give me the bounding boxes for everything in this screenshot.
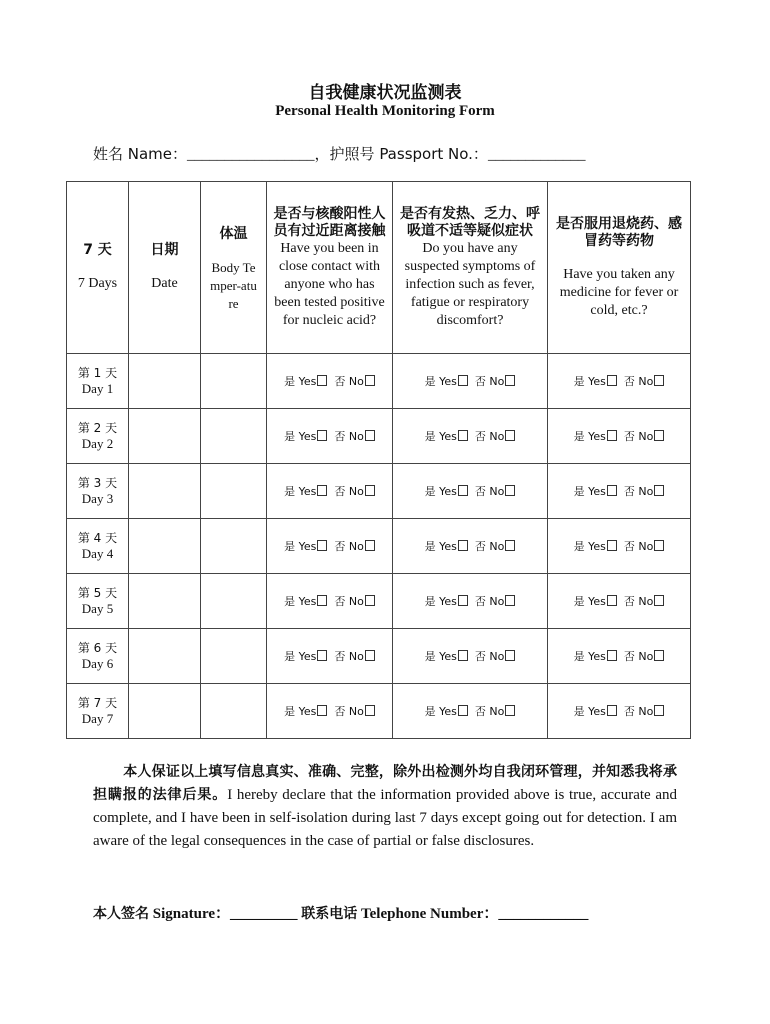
yes-checkbox[interactable]	[317, 650, 327, 661]
yes-option-label: 是 Yes	[573, 705, 606, 718]
yes-checkbox[interactable]	[607, 375, 617, 386]
table-row	[67, 409, 691, 464]
yes-checkbox[interactable]	[458, 430, 468, 441]
yes-option-label: 是 Yes	[573, 540, 606, 553]
no-checkbox[interactable]	[505, 375, 515, 386]
yes-checkbox[interactable]	[317, 485, 327, 496]
answer-close-contact	[267, 574, 393, 629]
yes-checkbox[interactable]	[458, 705, 468, 716]
declaration-en: I hereby declare that the information provided above is true, accurate and complete, and I have been in self-isolation during last 7 days except going out for detection. I am aware of the legal consequences in the case of partial or false disclosures.	[93, 787, 677, 849]
yes-option-label: 是 Yes	[284, 540, 317, 553]
answer-medicine	[548, 354, 691, 409]
table-row	[67, 519, 691, 574]
name-field[interactable]: _________________	[187, 147, 315, 163]
no-checkbox[interactable]	[505, 430, 515, 441]
table-row	[67, 629, 691, 684]
form-title-cn: 自我健康状况监测表	[308, 83, 462, 103]
yes-option-label: 是 Yes	[573, 485, 606, 498]
no-checkbox[interactable]	[505, 485, 515, 496]
yes-option-label: 是 Yes	[284, 595, 317, 608]
answer-medicine	[548, 464, 691, 519]
yes-option-label: 是 Yes	[424, 595, 457, 608]
answer-close-contact	[267, 464, 393, 519]
no-checkbox[interactable]	[654, 650, 664, 661]
no-checkbox[interactable]	[365, 540, 375, 551]
temperature-cell[interactable]	[201, 574, 267, 629]
answer-symptoms	[393, 684, 548, 739]
name-label: 姓名 Name：	[93, 145, 188, 163]
yes-checkbox[interactable]	[607, 705, 617, 716]
separator: ，	[314, 145, 330, 163]
temperature-cell[interactable]	[201, 354, 267, 409]
table-row	[67, 574, 691, 629]
answer-medicine	[548, 574, 691, 629]
passport-label: 护照号 Passport No.：	[329, 145, 488, 163]
no-option-label: 否 No	[623, 540, 654, 553]
no-option-label: 否 No	[623, 705, 654, 718]
yes-option-label: 是 Yes	[424, 430, 457, 443]
temperature-cell[interactable]	[201, 629, 267, 684]
no-checkbox[interactable]	[505, 595, 515, 606]
yes-option-label: 是 Yes	[424, 485, 457, 498]
no-checkbox[interactable]	[654, 540, 664, 551]
personal-info-line	[93, 143, 585, 164]
date-cell[interactable]	[129, 519, 201, 574]
no-option-label: 否 No	[623, 375, 654, 388]
no-checkbox[interactable]	[654, 705, 664, 716]
yes-checkbox[interactable]	[458, 485, 468, 496]
yes-option-label: 是 Yes	[284, 705, 317, 718]
yes-checkbox[interactable]	[607, 650, 617, 661]
no-option-label: 否 No	[474, 375, 505, 388]
yes-checkbox[interactable]	[317, 375, 327, 386]
answer-symptoms	[393, 409, 548, 464]
table-header-row	[67, 182, 691, 354]
no-checkbox[interactable]	[654, 485, 664, 496]
no-checkbox[interactable]	[365, 705, 375, 716]
no-option-label: 否 No	[474, 595, 505, 608]
day-cell: 第 6 天 Day 6	[67, 629, 129, 684]
yes-option-label: 是 Yes	[424, 705, 457, 718]
answer-close-contact	[267, 409, 393, 464]
day-cell: 第 4 天 Day 4	[67, 519, 129, 574]
no-checkbox[interactable]	[505, 650, 515, 661]
date-cell[interactable]	[129, 409, 201, 464]
table-row	[67, 684, 691, 739]
no-option-label: 否 No	[334, 540, 364, 553]
no-option-label: 否 No	[334, 705, 364, 718]
signature-field[interactable]: _________	[229, 906, 298, 922]
no-checkbox[interactable]	[365, 485, 375, 496]
yes-checkbox[interactable]	[607, 485, 617, 496]
answer-medicine	[548, 409, 691, 464]
date-cell[interactable]	[129, 629, 201, 684]
answer-close-contact	[267, 684, 393, 739]
yes-checkbox[interactable]	[607, 595, 617, 606]
day-cell: 第 7 天 Day 7	[67, 684, 129, 739]
yes-checkbox[interactable]	[458, 375, 468, 386]
no-option-label: 否 No	[334, 485, 364, 498]
table-row	[67, 464, 691, 519]
yes-checkbox[interactable]	[317, 595, 327, 606]
header-symptoms: 是否有发热、乏力、呼吸道不适等疑似症状 Do you have any suspected symptoms of infection such as fever, fatigue or respiratory discomfort?	[393, 182, 548, 354]
yes-checkbox[interactable]	[458, 595, 468, 606]
day-cell: 第 3 天 Day 3	[67, 464, 129, 519]
answer-medicine	[548, 684, 691, 739]
yes-option-label: 是 Yes	[424, 375, 457, 388]
yes-option-label: 是 Yes	[284, 485, 317, 498]
table-body	[67, 354, 691, 739]
yes-option-label: 是 Yes	[573, 375, 606, 388]
answer-symptoms	[393, 574, 548, 629]
yes-checkbox[interactable]	[317, 540, 327, 551]
declaration-paragraph	[93, 761, 677, 853]
no-option-label: 否 No	[474, 650, 505, 663]
temperature-cell[interactable]	[201, 684, 267, 739]
day-cell: 第 1 天 Day 1	[67, 354, 129, 409]
telephone-field[interactable]: ____________	[498, 906, 589, 922]
answer-symptoms	[393, 629, 548, 684]
answer-close-contact	[267, 519, 393, 574]
yes-option-label: 是 Yes	[573, 650, 606, 663]
yes-checkbox[interactable]	[317, 430, 327, 441]
yes-checkbox[interactable]	[317, 705, 327, 716]
signature-label-en: Signature：	[149, 906, 230, 922]
answer-symptoms	[393, 464, 548, 519]
form-title-en: Personal Health Monitoring Form	[275, 103, 495, 119]
yes-option-label: 是 Yes	[284, 650, 317, 663]
temperature-cell[interactable]	[201, 464, 267, 519]
date-cell[interactable]	[129, 574, 201, 629]
header-day: 7 天 7 Days	[67, 182, 129, 354]
yes-option-label: 是 Yes	[284, 430, 317, 443]
signature-label-cn: 本人签名	[93, 906, 149, 922]
yes-checkbox[interactable]	[458, 650, 468, 661]
no-option-label: 否 No	[334, 430, 364, 443]
day-cell: 第 2 天 Day 2	[67, 409, 129, 464]
telephone-label-en: Telephone Number：	[357, 906, 499, 922]
no-option-label: 否 No	[623, 430, 654, 443]
no-option-label: 否 No	[623, 485, 654, 498]
yes-checkbox[interactable]	[458, 540, 468, 551]
yes-checkbox[interactable]	[607, 540, 617, 551]
answer-medicine	[548, 519, 691, 574]
no-checkbox[interactable]	[505, 540, 515, 551]
yes-option-label: 是 Yes	[424, 650, 457, 663]
no-option-label: 否 No	[474, 430, 505, 443]
yes-option-label: 是 Yes	[573, 595, 606, 608]
answer-medicine	[548, 629, 691, 684]
date-cell[interactable]	[129, 684, 201, 739]
no-checkbox[interactable]	[654, 375, 664, 386]
date-cell[interactable]	[129, 354, 201, 409]
header-close-contact: 是否与核酸阳性人员有过近距离接触 Have you been in close contact with anyone who has been tested positive for nucleic acid?	[267, 182, 393, 354]
no-checkbox[interactable]	[365, 430, 375, 441]
answer-close-contact	[267, 629, 393, 684]
date-cell[interactable]	[129, 464, 201, 519]
no-checkbox[interactable]	[365, 595, 375, 606]
day-cell: 第 5 天 Day 5	[67, 574, 129, 629]
temperature-cell[interactable]	[201, 409, 267, 464]
no-option-label: 否 No	[474, 705, 505, 718]
answer-symptoms	[393, 354, 548, 409]
no-option-label: 否 No	[334, 375, 364, 388]
header-date: 日期 Date	[129, 182, 201, 354]
header-medicine: 是否服用退烧药、感冒药等药物 Have you taken any medicine for fever or cold, etc.?	[548, 182, 691, 354]
temperature-cell[interactable]	[201, 519, 267, 574]
monitoring-table	[66, 181, 691, 739]
no-option-label: 否 No	[474, 485, 505, 498]
table-row	[67, 354, 691, 409]
no-checkbox[interactable]	[365, 375, 375, 386]
declaration-cn: 本人保证以上填写信息真实、准确、完整，除外出检测外均自我闭环管理，并知悉我将承担瞒报的法律后果。	[93, 764, 677, 803]
yes-option-label: 是 Yes	[284, 375, 317, 388]
telephone-label-cn: 联系电话	[301, 906, 358, 922]
answer-close-contact	[267, 354, 393, 409]
no-option-label: 否 No	[623, 650, 654, 663]
passport-field[interactable]: _____________	[487, 147, 586, 163]
yes-option-label: 是 Yes	[424, 540, 457, 553]
no-checkbox[interactable]	[365, 650, 375, 661]
yes-checkbox[interactable]	[607, 430, 617, 441]
yes-option-label: 是 Yes	[573, 430, 606, 443]
signature-line	[93, 902, 588, 923]
no-checkbox[interactable]	[654, 430, 664, 441]
no-option-label: 否 No	[623, 595, 654, 608]
header-temperature: 体温 Body Temper-ature	[201, 182, 267, 354]
no-checkbox[interactable]	[654, 595, 664, 606]
no-option-label: 否 No	[334, 650, 364, 663]
no-option-label: 否 No	[334, 595, 364, 608]
no-option-label: 否 No	[474, 540, 505, 553]
no-checkbox[interactable]	[505, 705, 515, 716]
answer-symptoms	[393, 519, 548, 574]
